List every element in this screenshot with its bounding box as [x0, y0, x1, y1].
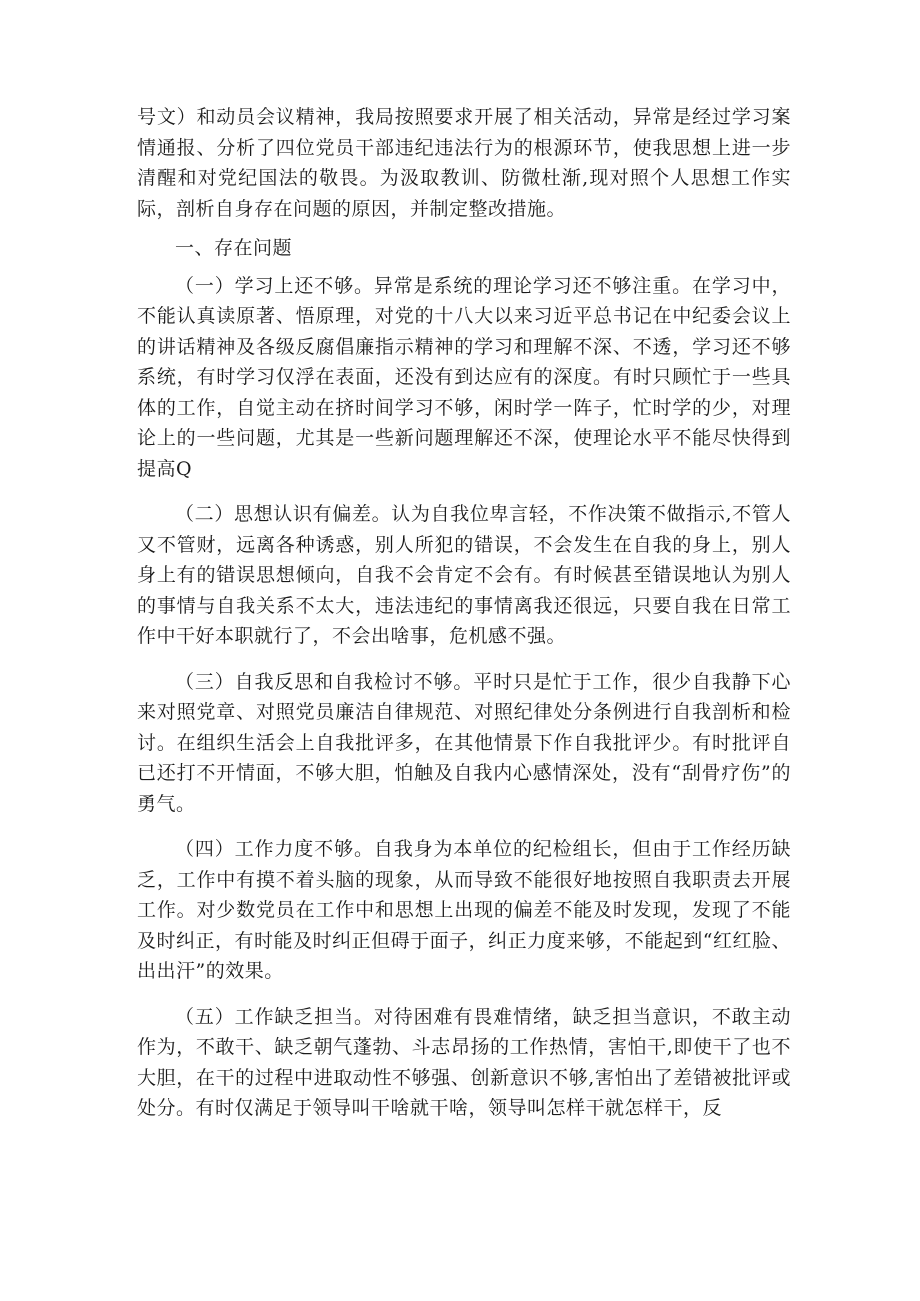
- document-body: [137, 102, 791, 1124]
- paragraph-intro-continuation: 号文）和动员会议精神，我局按照要求开展了相关活动，异常是经过学习案情通报、分析了四位党员干部违纪违法行为的根源环节，使我思想上进一步清醒和对党纪国法的敬畏。为汲取教训、防微杜渐,现对照个人思想工作实际，剖析自身存在问题的原因，并制定整改措施。: [137, 106, 791, 220]
- paragraph-problem-2-thinking: （二）思想认识有偏差。认为自我位卑言轻，不作决策不做指示,不管人又不管财，远离各种诱惑，别人所犯的错误，不会发生在自我的身上，别人身上有的错误思想倾向，自我不会肯定不会有。有时候甚至错误地认为别人的事情与自我关系不太大，违法违纪的事情离我还很远，只要自我在日常工作中干好本职就行了，不会出啥事，危机感不强。: [137, 503, 791, 647]
- section-heading-existing-problems: 一、存在问题: [175, 237, 293, 259]
- paragraph-problem-3-self-reflection: （三）自我反思和自我检讨不够。平时只是忙于工作，很少自我静下心来对照党章、对照党员廉洁自律规范、对照纪律处分条例进行自我剖析和检讨。在组织生活会上自我批评多，在其他情景下作自我批评少。有时批评自已还打不开情面，不够大胆，怕触及自我内心感情深处，没有“刮骨疗伤”的勇气。: [137, 670, 791, 815]
- paragraph-problem-1-study: （一）学习上还不够。异常是系统的理论学习还不够注重。在学习中，不能认真读原著、悟原理，对党的十八大以来习近平总书记在中纪委会议上的讲话精神及各级反腐倡廉指示精神的学习和理解不深、不透，学习还不够系统，有时学习仅浮在表面，还没有到达应有的深度。有时只顾忙于一些具体的工作，自觉主动在挤时间学习不够，闲时学一阵子，忙时学的少，对理论上的一些问题，尤其是一些新问题理解还不深，使理论水平不能尽快得到提高Q: [137, 274, 791, 480]
- paragraph-problem-4-work-intensity: （四）工作力度不够。自我身为本单位的纪检组长，但由于工作经历缺乏，工作中有摸不着头脑的现象，从而导致不能很好地按照自我职责去开展工作。对少数党员在工作中和思想上出现的偏差不能及时发现，发现了不能及时纠正，有时能及时纠正但碍于面子，纠正力度来够，不能起到“红红脸、出出汗”的效果。: [137, 838, 791, 982]
- paragraph-problem-5-responsibility: （五）工作缺乏担当。对待困难有畏难情绪，缺乏担当意识，不敢主动作为，不敢干、缺乏朝气蓬勃、斗志昂扬的工作热情，害怕干,即使干了也不大胆，在干的过程中进取动性不够强、创新意识不够,害怕出了差错被批评或处分。有时仅满足于领导叫干啥就干啥，领导叫怎样干就怎样干，反: [137, 1005, 791, 1119]
